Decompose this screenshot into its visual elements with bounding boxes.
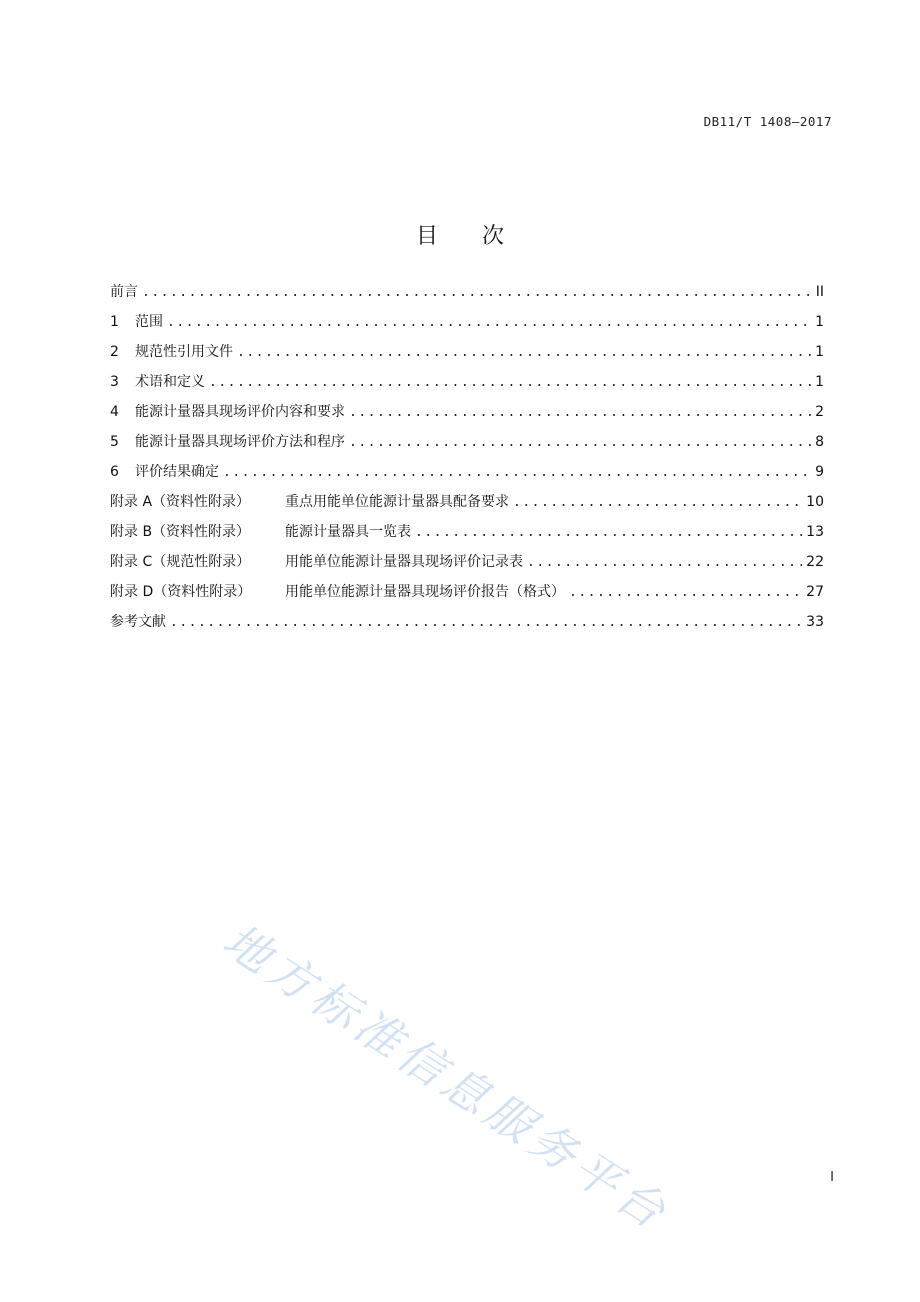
toc-entry-text: 规范性引用文件 (135, 344, 233, 360)
dot-leader (513, 488, 802, 518)
dot-leader (209, 368, 811, 398)
toc-entry-text: 用能单位能源计量器具现场评价记录表 (285, 554, 523, 570)
dot-leader (569, 578, 802, 608)
toc-entry-label (110, 487, 509, 517)
dot-leader (527, 548, 802, 578)
toc-entry-page: 13 (806, 524, 824, 540)
toc-entry-page: 33 (806, 614, 824, 630)
toc-entry-page: 22 (806, 554, 824, 570)
toc-entry-appendix-c[interactable] (110, 547, 824, 577)
toc-entry-appendix-d[interactable] (110, 577, 824, 607)
dot-leader (223, 458, 811, 488)
toc-entry-3[interactable] (110, 367, 824, 397)
toc-entry-label (110, 577, 565, 607)
appendix-id: 附录 A（资料性附录） (110, 494, 251, 510)
document-code: DB11/T 1408—2017 (703, 114, 832, 129)
toc-title-part2: 次 (482, 223, 505, 249)
toc-entry-text: 用能单位能源计量器具现场评价报告（格式） (285, 584, 565, 600)
toc-entry-label (110, 367, 205, 397)
toc-entry-number: 4 (110, 404, 119, 420)
toc-entry-references[interactable] (110, 607, 824, 637)
toc-entry-4[interactable] (110, 397, 824, 427)
toc-entry-page: 8 (815, 434, 824, 450)
toc-entry-page: 1 (815, 374, 824, 390)
toc-entry-number: 2 (110, 344, 119, 360)
toc-entry-text: 能源计量器具现场评价方法和程序 (135, 434, 345, 450)
table-of-contents (110, 277, 824, 637)
toc-entry-label (110, 397, 345, 427)
toc-entry-page: 2 (815, 404, 824, 420)
toc-entry-page: II (815, 284, 824, 300)
toc-entry-foreword[interactable] (110, 277, 824, 307)
dot-leader (415, 518, 802, 548)
toc-entry-label: 前言 (110, 284, 138, 300)
toc-entry-page: 9 (815, 464, 824, 480)
toc-entry-label (110, 517, 411, 547)
toc-entry-label (110, 457, 219, 487)
toc-entry-text: 能源计量器具现场评价内容和要求 (135, 404, 345, 420)
dot-leader (142, 278, 812, 308)
toc-entry-2[interactable] (110, 337, 824, 367)
dot-leader (167, 308, 811, 338)
dot-leader (170, 608, 802, 638)
dot-leader (349, 428, 811, 458)
toc-entry-number: 6 (110, 464, 119, 480)
toc-entry-5[interactable] (110, 427, 824, 457)
toc-entry-label: 参考文献 (110, 614, 166, 630)
watermark: 地方标准信息服务平台 (213, 912, 680, 1242)
toc-entry-text: 重点用能单位能源计量器具配备要求 (285, 494, 509, 510)
page-number: I (830, 1170, 834, 1185)
toc-entry-appendix-b[interactable] (110, 517, 824, 547)
toc-entry-text: 范围 (135, 314, 163, 330)
toc-entry-label (110, 337, 233, 367)
toc-entry-text: 术语和定义 (135, 374, 205, 390)
toc-entry-6[interactable] (110, 457, 824, 487)
toc-title-part1: 目 (415, 223, 438, 249)
toc-entry-1[interactable] (110, 307, 824, 337)
toc-entry-number: 5 (110, 434, 119, 450)
dot-leader (349, 398, 811, 428)
toc-entry-label (110, 427, 345, 457)
appendix-id: 附录 B（资料性附录） (110, 524, 251, 540)
toc-entry-page: 1 (815, 314, 824, 330)
appendix-id: 附录 D（资料性附录） (110, 584, 252, 600)
toc-entry-text: 评价结果确定 (135, 464, 219, 480)
toc-entry-number: 1 (110, 314, 119, 330)
toc-entry-label (110, 547, 523, 577)
dot-leader (237, 338, 811, 368)
toc-entry-number: 3 (110, 374, 119, 390)
toc-entry-page: 10 (806, 494, 824, 510)
toc-entry-label (110, 307, 163, 337)
toc-entry-page: 27 (806, 584, 824, 600)
toc-entry-appendix-a[interactable] (110, 487, 824, 517)
toc-title (0, 219, 920, 250)
appendix-id: 附录 C（规范性附录） (110, 554, 251, 570)
toc-entry-text: 能源计量器具一览表 (285, 524, 411, 540)
toc-entry-page: 1 (815, 344, 824, 360)
